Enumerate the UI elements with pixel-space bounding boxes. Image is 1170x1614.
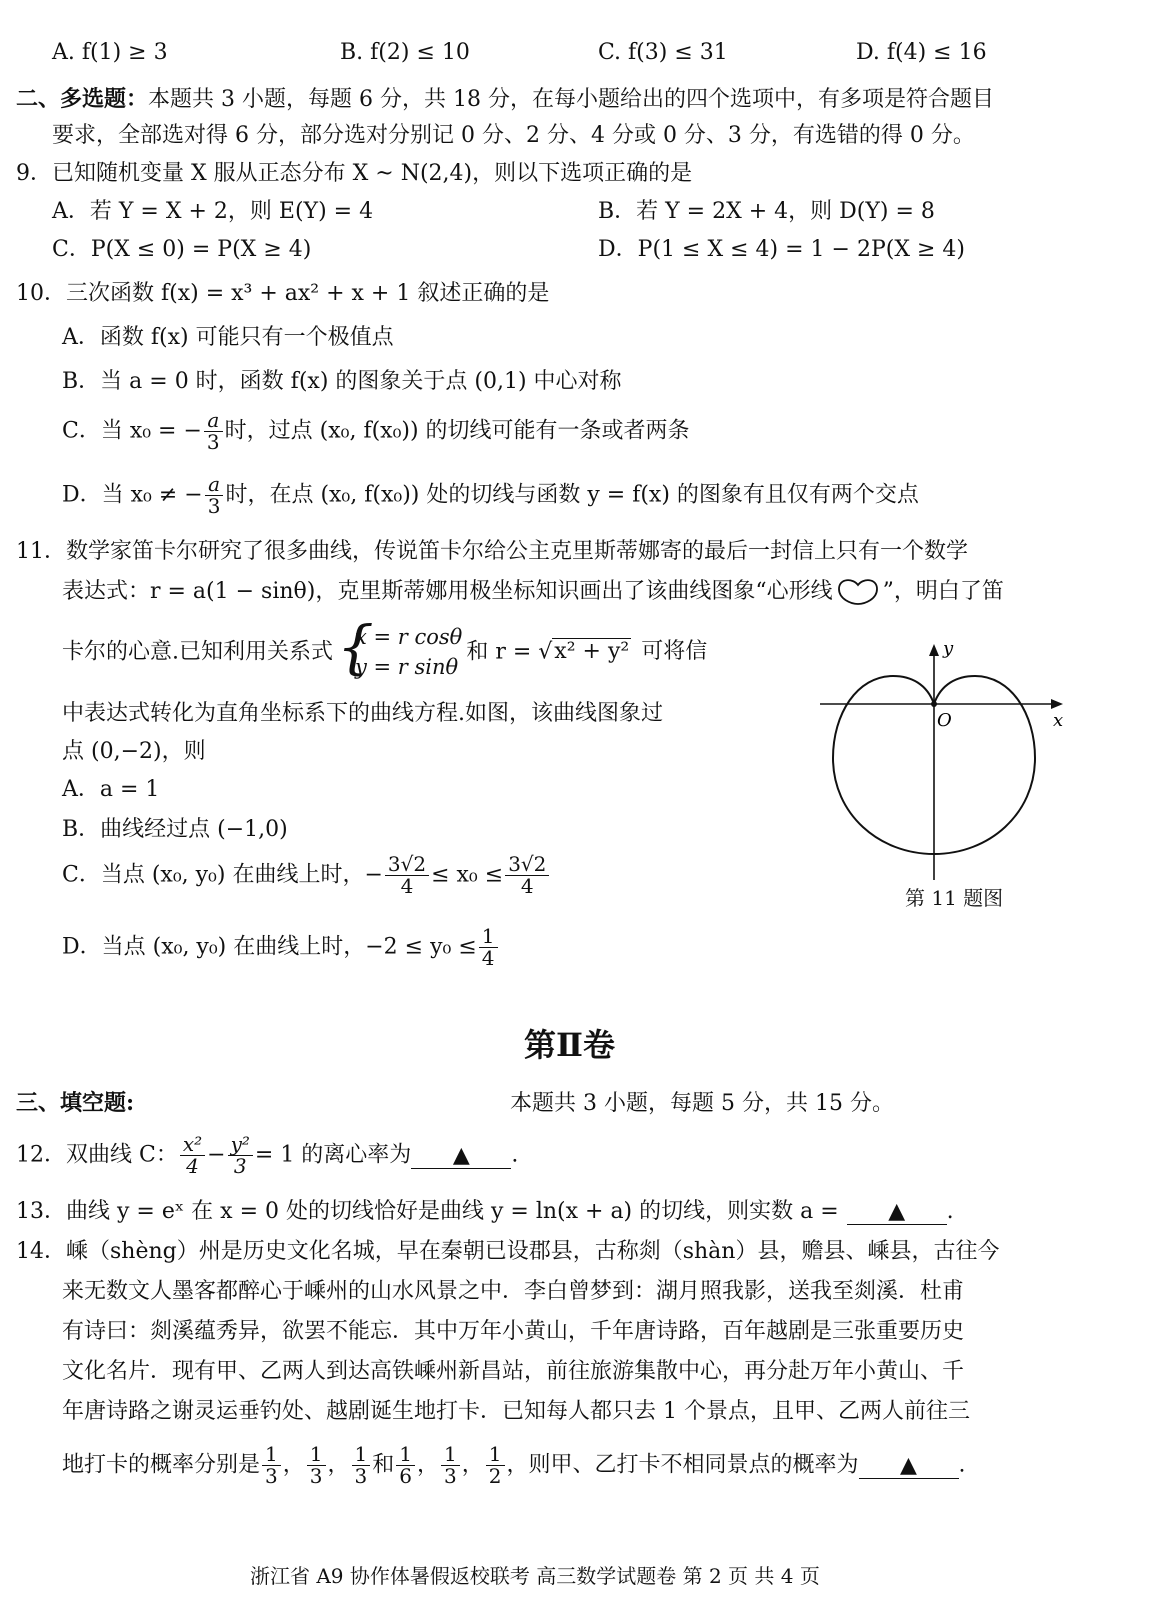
q14-line4: 文化名片．现有甲、乙两人到达高铁嵊州新昌站，前往旅游集散中心，再分赴万年小黄山、千 [62,1359,965,1384]
section3-heading: 三、填空题: [16,1090,135,1116]
q14-line5: 年唐诗路之谢灵运垂钓处、越剧诞生地打卡．已知每人都只去 1 个景点，且甲、乙两人前往三 [62,1399,970,1424]
q14-line6-suffix: ，则甲、乙打卡不相同景点的概率为 [506,1452,859,1478]
q12-answer-blank[interactable]: ▲ [411,1144,511,1169]
q11-line1: 11．数学家笛卡尔研究了很多曲线，传说笛卡尔给公主克里斯蒂娜寄的最后一封信上只有一个数学 [16,539,968,564]
q12-prefix: 12．双曲线 C： [16,1142,178,1168]
q10-option-a: A．函数 f(x) 可能只有一个极值点 [62,325,394,350]
fraction-numerator: 3√2 [505,854,549,876]
cardioid-figure [815,640,1115,900]
q14-line6 [62,1444,966,1487]
q14-answer-blank[interactable]: ▲ [859,1454,959,1479]
fraction-denominator: 6 [399,1464,412,1488]
q10-d-fraction [205,474,224,517]
figure-caption: 第 11 题图 [905,886,1004,910]
q11-option-a: A．a = 1 [62,777,160,802]
q13-answer-blank[interactable]: ▲ [847,1200,947,1225]
fraction-numerator: 3√2 [385,854,429,876]
fraction-denominator: 4 [520,874,534,898]
x-axis-arrow-icon [1051,699,1063,709]
q9-option-c: C．P(X ≤ 0) = P(X ≥ 4) [52,237,312,262]
fraction-denominator: 3 [354,1464,368,1488]
q11-c-fraction-right [505,854,549,897]
fraction-numerator: x² [180,1134,205,1156]
page-footer: 浙江省 A9 协作体暑假返校联考 高三数学试题卷 第 2 页 共 4 页 [250,1564,820,1588]
q9-stem: 9．已知随机变量 X 服从正态分布 X ~ N(2,4)，则以下选项正确的是 [16,161,693,186]
q12-line [16,1134,518,1177]
minus-sign: − [207,1142,226,1168]
q14-line2: 来无数文人墨客都醉心于嵊州的山水风景之中．李白曾梦到：湖月照我影，送我至剡溪．杜甫 [62,1279,965,1304]
q14-line1: 14．嵊（shèng）州是历史文化名城，早在秦朝已设郡县，古称剡（shàn）县，赡县、嵊县，古往今 [16,1239,1000,1264]
q8-option-b: B. f(2) ≤ 10 [340,40,470,65]
sqrt-radicand: x² + y² [554,639,630,665]
separator: ， [282,1452,305,1478]
q9-option-b: B．若 Y = 2X + 4，则 D(Y) = 8 [598,199,935,224]
q8-option-c: C. f(3) ≤ 31 [598,40,728,65]
fraction-numerator: 1 [479,926,498,948]
section2-header [16,82,994,113]
equation-row-2: y = r sinθ [355,655,459,680]
fraction-denominator: 3 [265,1464,278,1488]
q14-prob-1 [262,1444,281,1487]
q10-option-c [62,410,690,453]
separator: ， [417,1452,440,1478]
fraction-numerator: 1 [486,1444,505,1466]
fraction-numerator: y² [228,1134,253,1156]
q11-line3-mid: 和 r = [466,639,539,665]
q14-line3: 有诗曰：剡溪蕴秀异，欲罢不能忘．其中万年小黄山，千年唐诗路，百年越剧是三张重要历史 [62,1319,965,1344]
q11-option-c [62,854,551,897]
origin-label: O [937,710,952,731]
q11-line3-suffix: 可将信 [641,639,708,665]
q8-option-a: A. f(1) ≥ 3 [52,40,168,65]
q14-line6-prefix: 地打卡的概率分别是 [62,1452,261,1478]
origin-point [931,701,937,707]
q11-c-mid: ≤ x₀ ≤ [431,862,504,888]
q11-option-d [62,926,500,969]
q9-option-d: D．P(1 ≤ X ≤ 4) = 1 − 2P(X ≥ 4) [598,237,965,262]
q11-c-fraction-left [385,854,429,897]
q12-suffix: = 1 的离心率为 [254,1142,412,1168]
fraction-numerator: 1 [396,1444,415,1466]
q10-c-prefix: C．当 x₀ = − [62,418,202,444]
q10-option-b: B．当 a = 0 时，函数 f(x) 的图象关于点 (0,1) 中心对称 [62,369,622,394]
cardioid-icon [833,577,883,607]
q10-c-suffix: 时，过点 (x₀, f(x₀)) 的切线可能有一条或者两条 [224,418,690,444]
fraction-denominator: 3 [444,1464,457,1488]
separator: ， [327,1452,350,1478]
brace-symbol: { [337,613,374,681]
q10-c-fraction [204,410,223,453]
fraction-denominator: 3 [233,1154,247,1178]
fraction-numerator: 1 [352,1444,371,1466]
q14-prob-5 [441,1444,460,1487]
q12-end: . [511,1142,519,1168]
q11-line3-prefix: 卡尔的心意.已知利用关系式 [62,639,333,665]
q10-d-suffix: 时，在点 (x₀, f(x₀)) 处的切线与函数 y = f(x) 的图象有且仅有两个交点 [225,482,919,508]
q13-text: 13．曲线 y = eˣ 在 x = 0 处的切线恰好是曲线 y = ln(x + a) 的切线，则实数 a = [16,1199,839,1224]
q14-prob-3 [352,1444,371,1487]
q11-d-fraction [479,926,498,969]
q11-line2 [62,574,1004,607]
q10-d-prefix: D．当 x₀ ≠ − [62,482,203,508]
fraction-denominator: 4 [481,946,495,970]
q10-option-d [62,474,919,517]
axis-y-label: y [943,640,954,659]
q11-line2-suffix: ”，明白了笛 [882,579,1004,604]
section2-desc-line2: 要求，全部选对得 6 分，部分选对分别记 0 分、2 分、4 分或 0 分、3 分，有选错的得 0 分。 [52,123,975,148]
fraction-numerator: 1 [262,1444,281,1466]
q10-stem: 10．三次函数 f(x) = x³ + ax² + x + 1 叙述正确的是 [16,281,550,306]
fraction-denominator: 2 [488,1464,502,1488]
q14-prob-6 [486,1444,505,1487]
q12-fraction-x [180,1134,205,1177]
equation-row-1: x = r cosθ [355,625,463,649]
q11-line3 [62,613,708,683]
axis-x-label: x [1053,710,1064,731]
fraction-denominator: 3 [207,494,221,518]
q14-end: . [958,1452,966,1478]
q11-c-prefix: C．当点 (x₀, y₀) 在曲线上时，− [62,862,383,888]
q11-line4: 中表达式转化为直角坐标系下的曲线方程.如图，该曲线图象过 [62,701,663,726]
fraction-numerator: a [205,474,224,496]
section2-heading: 二、多选题： [16,86,149,112]
fraction-denominator: 3 [309,1464,323,1488]
q11-line5: 点 (0,−2)，则 [62,739,206,764]
fraction-denominator: 4 [400,874,414,898]
q13-end: . [946,1199,954,1224]
separator: ， [461,1452,484,1478]
q8-option-d: D. f(4) ≤ 16 [856,40,987,65]
equation-system [337,613,463,683]
and-word: 和 [372,1452,395,1478]
fraction-numerator: a [204,410,223,432]
q12-fraction-y [228,1134,253,1177]
y-axis-arrow-icon [929,644,939,656]
fraction-denominator: 4 [186,1154,199,1178]
q11-line2-prefix: 表达式：r = a(1 − sinθ)，克里斯蒂娜用极坐标知识画出了该曲线图象“心形线 [62,579,833,604]
q11-option-b: B．曲线经过点 (−1,0) [62,817,288,842]
fraction-denominator: 3 [206,430,220,454]
sqrt-symbol: √ [538,639,553,665]
section2-desc-line1: 本题共 3 小题，每题 6 分，共 18 分，在每小题给出的四个选项中，有多项是符合题目 [148,87,994,112]
fraction-numerator: 1 [441,1444,460,1466]
part2-title: 第Ⅱ卷 [524,1026,615,1064]
q13-line [16,1194,954,1225]
q14-prob-4 [396,1444,415,1487]
q9-option-a: A．若 Y = X + 2，则 E(Y) = 4 [52,199,374,224]
section3-desc: 本题共 3 小题，每题 5 分，共 15 分。 [510,1091,894,1116]
q11-d-prefix: D．当点 (x₀, y₀) 在曲线上时，−2 ≤ y₀ ≤ [62,934,477,960]
q14-prob-2 [307,1444,326,1487]
fraction-numerator: 1 [307,1444,326,1466]
